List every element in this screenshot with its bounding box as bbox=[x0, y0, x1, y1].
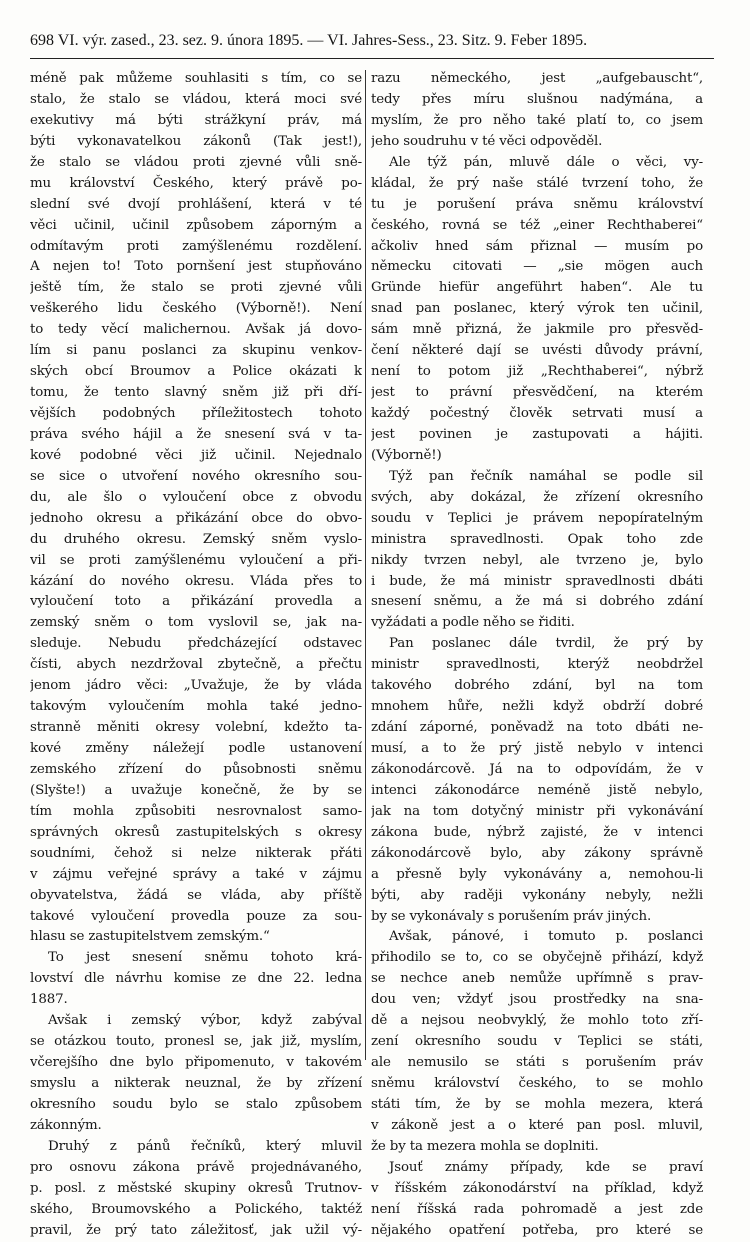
right-column bbox=[371, 69, 703, 1242]
text-line: A nejen to! Toto pornšení jest stupňováno bbox=[30, 259, 362, 275]
text-line: správných okresů zastupitelských s okresy bbox=[30, 824, 362, 840]
text-line: zákonným. bbox=[30, 1117, 102, 1133]
text-line: du, ale šlo o vyloučení obce z obvodu bbox=[30, 489, 362, 505]
text-line: v zájmu veřejné správy a také v zájmu bbox=[30, 866, 362, 882]
text-line: ministr spravedlnosti, kterýž neobdržel bbox=[371, 657, 703, 673]
text-line: českého, rovná se též „einer Rechthaberei“ bbox=[371, 217, 703, 233]
text-line: tomu, že tento slavný sněm již při dří- bbox=[30, 385, 362, 401]
text-line: pro osnovu zákona právě projednávaného, bbox=[30, 1159, 362, 1175]
text-line: tu je porušení práva sněmu království bbox=[371, 196, 703, 212]
text-line: exekutivy má býti strážkyní práv, má bbox=[30, 112, 362, 128]
text-line: vějších podobných příležitostech tohoto bbox=[30, 406, 362, 421]
text-line: hlasu se zastupitelstvem zemským.“ bbox=[30, 929, 270, 945]
text-line: německu citovati — „sie mögen auch bbox=[371, 259, 703, 275]
text-line: včerejšího dne bylo připomenuto, v takovém bbox=[30, 1055, 362, 1071]
text-line: (Výborně!) bbox=[371, 447, 442, 463]
text-line: se otázkou touto, pronesl se, jak již, myslím, bbox=[30, 1034, 362, 1050]
text-line: kládal, že prý naše stálé tvrzení toho, že bbox=[371, 175, 703, 191]
text-line: zemského zřízení do působnosti sněmu bbox=[30, 761, 362, 777]
text-line: zemský sněm o tom vyslovil se, jak na- bbox=[30, 615, 362, 631]
text-line: v zákoně jest a o které pan posl. mluvil, bbox=[371, 1117, 703, 1133]
text-line: soudními, čehož si nelze nikterak přáti bbox=[30, 845, 362, 861]
text-line: ského, Broumovského a Polického, taktéž bbox=[30, 1201, 362, 1217]
text-line: státi tím, že by se mohla mezera, která bbox=[371, 1096, 703, 1112]
text-line: Avšak, pánové, i tomuto p. poslanci bbox=[389, 929, 703, 945]
text-line: ačkoliv hned sám přiznal — musím po bbox=[371, 238, 703, 254]
text-line: sám mně přizná, že jakmile pro přesvěd- bbox=[371, 322, 703, 338]
text-line: tím mohla způsobiti nesrovnalost samo- bbox=[30, 803, 362, 819]
text-line: ještě tím, že stalo se proti zjevné vůli bbox=[30, 280, 362, 296]
text-line: kové změny náležejí podle ustanovení bbox=[30, 741, 362, 756]
text-line: věci učinil, učinil způsobem záporným a bbox=[30, 217, 362, 233]
text-line: každý počestný člověk setrvati musí a bbox=[371, 406, 703, 421]
text-line: že stalo se vládou proti zjevné vůli sně- bbox=[30, 154, 362, 170]
text-line: méně pak můžeme souhlasiti s tím, co se bbox=[30, 71, 362, 86]
text-line: zákonodárcově bylo, aby zákony správně bbox=[371, 845, 703, 861]
text-line: okresního soudu bylo se stalo způsobem bbox=[30, 1096, 362, 1112]
text-line: není to potom již „Rechthaberei“, nýbrž bbox=[371, 364, 703, 380]
text-line: kové podobné věci již učinil. Nejednalo bbox=[30, 447, 362, 463]
text-line: slední své dvojí prohlášení, která v té bbox=[30, 196, 362, 212]
text-line: a přesně byly vykonávány a, nemohou-li bbox=[371, 866, 703, 882]
text-line: sněmu království českého, to se mohlo bbox=[371, 1076, 703, 1091]
text-line: dou ven; vždyť jsou prostředky na sna- bbox=[371, 992, 703, 1008]
text-line: vil se proti zamýšlenému vyloučení a při- bbox=[30, 552, 362, 568]
text-line: přihodilo se to, co se obyčejně přihází, když bbox=[371, 950, 703, 966]
text-line: takovým vyloučením mohla také jedno- bbox=[30, 699, 362, 715]
text-line: by se vykonávaly s porušením práv jiných. bbox=[371, 908, 652, 924]
text-line: Pan poslanec dále tvrdil, že prý by bbox=[389, 636, 703, 652]
text-line: vyžádati a podle něho se řiditi. bbox=[371, 615, 575, 631]
text-line: pravil, že prý tato záležitosť, jak užil vý- bbox=[30, 1222, 362, 1238]
text-line: 1887. bbox=[30, 992, 68, 1008]
text-line: Jsouť známy případy, kde se praví bbox=[389, 1159, 703, 1175]
text-line: nikdy tvrzen nebyl, ale tvrzeno je, bylo bbox=[371, 552, 703, 568]
text-line: soudu v Teplici je právem nepopíratelným bbox=[371, 510, 703, 526]
text-line: není říšská rada pohromadě a jest zde bbox=[371, 1201, 703, 1217]
text-line: Gründe hiefür angeführt haben“. Ale tu bbox=[371, 280, 703, 296]
text-line: dě a nejsou neobvyklý, že mohlo toto zří- bbox=[371, 1013, 703, 1029]
text-line: čení některé dají se uvésti důvody právní, bbox=[371, 343, 703, 359]
text-line: zdání záporné, poněvadž na toto dbáti ne- bbox=[371, 720, 703, 736]
text-line: snad pan poslanec, který výrok ten učinil, bbox=[371, 301, 703, 317]
text-line: jeho soudruhu v té věci odpověděl. bbox=[371, 133, 603, 149]
text-line: nějakého opatření potřeba, pro které se bbox=[371, 1222, 703, 1238]
text-line: Týž pan řečník namáhal se podle sil bbox=[389, 468, 703, 484]
text-line: se sice o utvoření nového okresního sou- bbox=[30, 468, 362, 484]
text-line: intenci zákonodárce neméně jistě nebylo, bbox=[371, 782, 703, 798]
text-line: (Slyšte!) a uvažuje konečně, že by se bbox=[30, 782, 362, 798]
text-line: čísti, abych nezdržoval zbytečně, a přečtu bbox=[30, 657, 362, 673]
text-line: v říšském zákonodárství na příklad, když bbox=[371, 1180, 703, 1196]
text-line: ale nemusilo se státi s porušením práv bbox=[371, 1055, 703, 1071]
text-line: myslím, že pro něho také platí to, co jsem bbox=[371, 112, 703, 128]
text-line: i bude, že má ministr spravedlnosti dbáti bbox=[371, 573, 703, 589]
page-header: 698 VI. výr. zased., 23. sez. 9. února 1895. — VI. Jahres-Sess., 23. Sitz. 9. Feber 1895. bbox=[30, 32, 588, 49]
text-line: se nechce aneb nemůže upřímně s prav- bbox=[371, 971, 703, 987]
text-line: ských obcí Broumov a Police okázati k bbox=[30, 364, 362, 380]
text-line: ministra spravedlnosti. Opak toho zde bbox=[371, 531, 703, 547]
text-line: odmítavým proti zamýšlenému rozdělení. bbox=[30, 238, 362, 254]
text-line: zákona bude, nýbrž zajisté, že v intenci bbox=[371, 824, 703, 840]
text-line: že by ta mezera mohla se doplniti. bbox=[371, 1138, 599, 1154]
text-line: tedy přes míru slušnou nadýmána, a bbox=[371, 91, 703, 107]
text-line: Ale týž pán, mluvě dále o věci, vy- bbox=[389, 154, 703, 170]
text-line: býti vykonavatelkou zákonů (Tak jest!), bbox=[30, 133, 362, 149]
text-line: svých, aby dokázal, že zřízení okresního bbox=[371, 489, 703, 505]
text-line: musí, a to že prý jistě nebylo v intenci bbox=[371, 741, 703, 756]
text-line: jest povinen je zastupovati a hájiti. bbox=[371, 426, 703, 442]
text-line: jak na tom dotyčný ministr při vykonávání bbox=[371, 803, 703, 819]
text-line: Druhý z pánů řečníků, který mluvil bbox=[48, 1138, 362, 1154]
text-line: lovství dle návrhu komise ze dne 22. ledna bbox=[30, 971, 362, 987]
text-line: jenom jádro věci: „Uvažuje, že by vláda bbox=[30, 678, 362, 694]
text-line: Avšak i zemský výbor, když zabýval bbox=[48, 1013, 362, 1029]
text-line: stalo, že stalo se vládou, která moci své bbox=[30, 91, 362, 107]
text-line: býti, aby raději vykonány nebyly, nežli bbox=[371, 887, 703, 903]
text-line: stranně měniti okresy volební, kdežto ta- bbox=[30, 720, 362, 736]
text-line: vyloučení toto a přikázání provedla a bbox=[30, 594, 362, 610]
text-line: zení okresního soudu v Teplici se státi, bbox=[371, 1034, 703, 1050]
text-line: práva svého hájil a že snesení svá v ta- bbox=[30, 426, 362, 442]
left-column bbox=[30, 69, 362, 1242]
text-line: takové vyloučení provedla pouze za sou- bbox=[30, 908, 362, 924]
text-line: smyslu a nikterak neuznal, že by zřízení bbox=[30, 1076, 362, 1091]
text-line: jednoho okresu a přikázání obce do obvo- bbox=[30, 510, 362, 526]
text-line: mnohem hůře, nežli když obdrží dobré bbox=[371, 699, 703, 715]
text-line: lím si panu poslanci za skupinu venkov- bbox=[30, 343, 362, 359]
column-divider bbox=[365, 70, 366, 1060]
text-line: jest to právní přesvědčení, na kterém bbox=[371, 385, 703, 401]
text-line: to tedy věcí malichernou. Avšak já dovo- bbox=[30, 322, 362, 338]
text-line: snesení sněmu, a že má si dobrého zdání bbox=[371, 594, 703, 610]
text-line: To jest snesení sněmu tohoto krá- bbox=[48, 950, 362, 966]
text-line: obyvatelstva, žádá se vláda, aby příště bbox=[30, 887, 362, 903]
text-line: takového dobrého zdání, byl na tom bbox=[371, 678, 703, 694]
header-rule bbox=[30, 58, 714, 59]
text-line: p. posl. z městské skupiny okresů Trutnov- bbox=[30, 1180, 362, 1196]
text-line: razu německého, jest „aufgebauscht“, bbox=[371, 71, 703, 86]
text-line: sleduje. Nebudu předcházející odstavec bbox=[30, 636, 362, 652]
text-line: kázání do nového okresu. Vláda přes to bbox=[30, 573, 362, 589]
text-line: zákonodárcově. Já na to odpovídám, že v bbox=[371, 761, 703, 777]
text-line: mu království Českého, který právě po- bbox=[30, 175, 362, 191]
text-line: du druhého okresu. Zemský sněm vyslo- bbox=[30, 531, 362, 547]
text-line: veškerého lidu českého (Výborně!). Není bbox=[30, 301, 362, 317]
